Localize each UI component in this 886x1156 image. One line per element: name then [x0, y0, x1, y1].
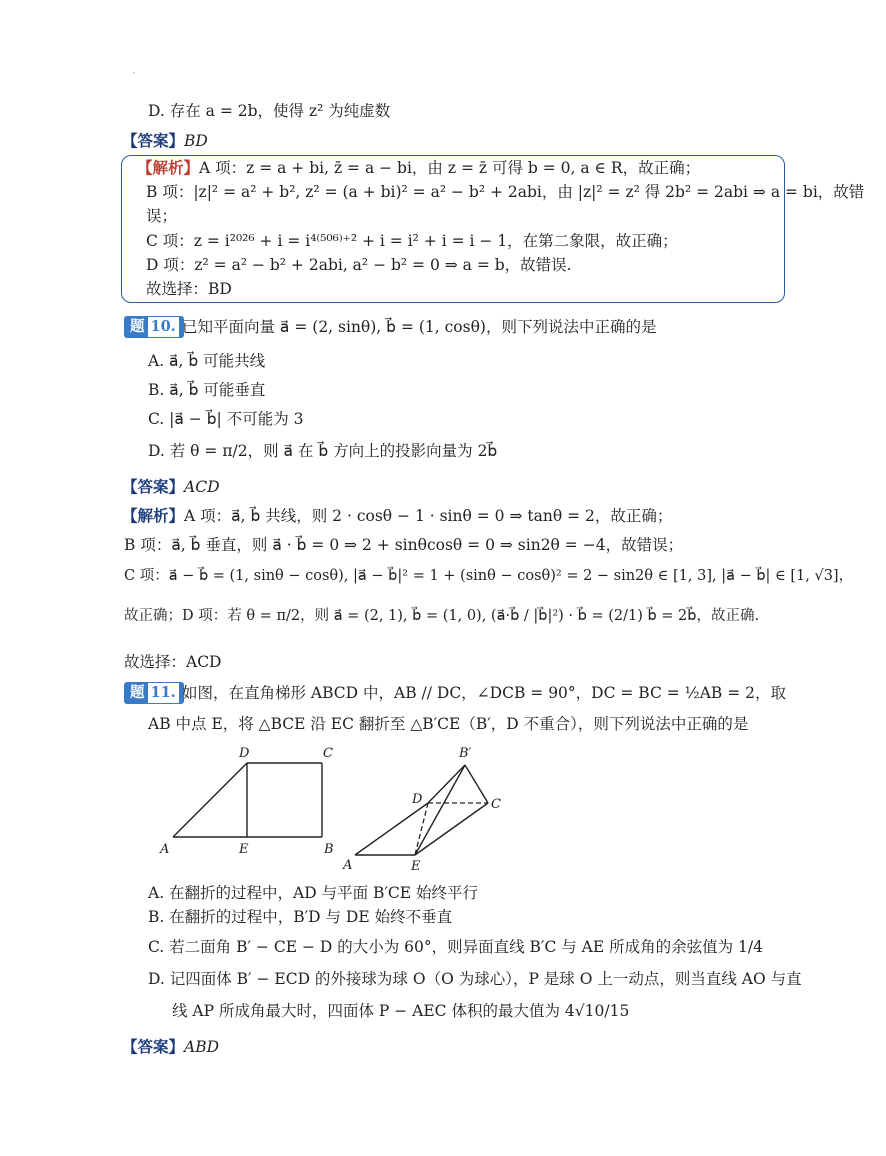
- question-number: 10.: [147, 316, 180, 338]
- q10-analysis-line-1: [122, 505, 672, 527]
- q9-analysis-line-6: 故选择：BD: [146, 280, 232, 298]
- q10-analysis-line-2: B 项：a⃗, b⃗ 垂直，则 a⃗ · b⃗ = 0 ⇒ 2 + sinθcosθ = 0 ⇒ sin2θ = −4，故错误；: [124, 536, 684, 554]
- q11-option-d-line-1: D. 记四面体 B′ − ECD 的外接球为球 O（O 为球心），P 是球 O 上一动点，则当直线 AO 与直: [148, 970, 802, 988]
- label-e: E: [411, 859, 421, 874]
- q10-option-b: B. a⃗, b⃗ 可能垂直: [148, 381, 266, 399]
- edge-bp-e: [415, 765, 465, 855]
- label-d: D: [412, 792, 423, 807]
- analysis-text: A 项：a⃗, b⃗ 共线，则 2 · cosθ − 1 · sinθ = 0 ⇒ tanθ = 2，故正确；: [184, 507, 673, 525]
- q10-answer: [122, 476, 220, 498]
- question-tag-11: [124, 682, 184, 704]
- label-bprime: B′: [459, 746, 472, 761]
- answer-tag: 【答案】: [122, 131, 185, 150]
- figure-folded: [340, 740, 510, 875]
- q11-stem-line-2: AB 中点 E，将 △BCE 沿 EC 翻折至 △B′CE（B′，D 不重合），则下列说法中正确的是: [148, 715, 749, 733]
- answer-value: BD: [184, 132, 208, 150]
- edge-ad: [355, 803, 428, 855]
- answer-tag: 【答案】: [122, 477, 185, 496]
- q11-option-a: A. 在翻折的过程中，AD 与平面 B′CE 始终平行: [148, 884, 479, 902]
- answer-value: ACD: [184, 478, 220, 496]
- label-a: A: [160, 842, 170, 857]
- q9-analysis-line-3: 误；: [146, 207, 178, 225]
- analysis-tag: 【解析】: [137, 158, 200, 177]
- q10-option-c: C. |a⃗ − b⃗| 不可能为 3: [148, 410, 304, 428]
- q11-stem-line-1: 如图，在直角梯形 ABCD 中，AB // DC，∠DCB = 90°，DC = BC = ½AB = 2，取: [182, 684, 786, 702]
- q9-answer: [122, 130, 208, 152]
- question-tag-10: [124, 316, 184, 338]
- q9-analysis-line-5: D 项：z² = a² − b² + 2abi, a² − b² = 0 ⇒ a = b，故错误.: [146, 256, 572, 274]
- label-c: C: [491, 797, 501, 812]
- label-b: B: [324, 842, 334, 857]
- figure-trapezoid: [150, 740, 350, 865]
- q10-analysis-line-3: C 项：a⃗ − b⃗ = (1, sinθ − cosθ), |a⃗ − b⃗|² = 1 + (sinθ − cosθ)² = 2 − sin2θ ∈ [1, 3], |a⃗ − b⃗| ∈ [1, √3]，: [124, 568, 854, 584]
- q10-option-d: D. 若 θ = π/2，则 a⃗ 在 b⃗ 方向上的投影向量为 2b⃗: [148, 442, 498, 460]
- label-e: E: [239, 842, 249, 857]
- label-a: A: [343, 858, 353, 873]
- q10-analysis-line-4: 故正确；D 项：若 θ = π/2，则 a⃗ = (2, 1), b⃗ = (1, 0), (a⃗·b⃗ / |b⃗|²) · b⃗ = (2/1) b⃗ = 2b⃗，故正确.: [124, 608, 760, 624]
- q11-option-c: C. 若二面角 B′ − CE − D 的大小为 60°，则异面直线 B′C 与 AE 所成角的余弦值为 1/4: [148, 938, 763, 956]
- label-d: D: [239, 746, 250, 761]
- edge-ad: [173, 763, 247, 837]
- question-tag-label: 题: [130, 684, 145, 701]
- q9-analysis-line-1: [137, 157, 700, 179]
- q9-option-d: D. 存在 a = 2b，使得 z² 为纯虚数: [148, 102, 391, 120]
- question-number: 11.: [147, 682, 180, 704]
- answer-value: ABD: [184, 1038, 220, 1056]
- q11-option-b: B. 在翻折的过程中，B′D 与 DE 始终不垂直: [148, 908, 453, 926]
- q10-stem: 已知平面向量 a⃗ = (2, sinθ), b⃗ = (1, cosθ)，则下列说法中正确的是: [182, 318, 657, 336]
- q9-analysis-line-4: C 项：z = i²⁰²⁶ + i = i⁴⁽⁵⁰⁶⁾⁺² + i = i² + i = i − 1，在第二象限，故正确；: [146, 232, 678, 250]
- page-dot: ·: [132, 66, 136, 80]
- question-tag-label: 题: [130, 318, 145, 335]
- q9-analysis-line-2: B 项：|z|² = a² + b², z² = (a + bi)² = a² − b² + 2abi，由 |z|² = z² 得 2b² = 2abi ⇒ a = bi，故错: [146, 183, 865, 201]
- q11-answer: [122, 1036, 219, 1058]
- answer-tag: 【答案】: [122, 1037, 185, 1056]
- q11-option-d-line-2: 线 AP 所成角最大时，四面体 P − AEC 体积的最大值为 4√10/15: [172, 1002, 630, 1020]
- label-c: C: [323, 746, 333, 761]
- analysis-tag: 【解析】: [122, 506, 185, 525]
- edge-bp-c: [465, 765, 488, 803]
- q10-option-a: A. a⃗, b⃗ 可能共线: [148, 352, 266, 370]
- analysis-text: A 项：z = a + bi, z̄ = a − bi，由 z = z̄ 可得 b = 0, a ∈ R，故正确；: [199, 159, 701, 177]
- q10-analysis-line-5: 故选择：ACD: [124, 653, 222, 671]
